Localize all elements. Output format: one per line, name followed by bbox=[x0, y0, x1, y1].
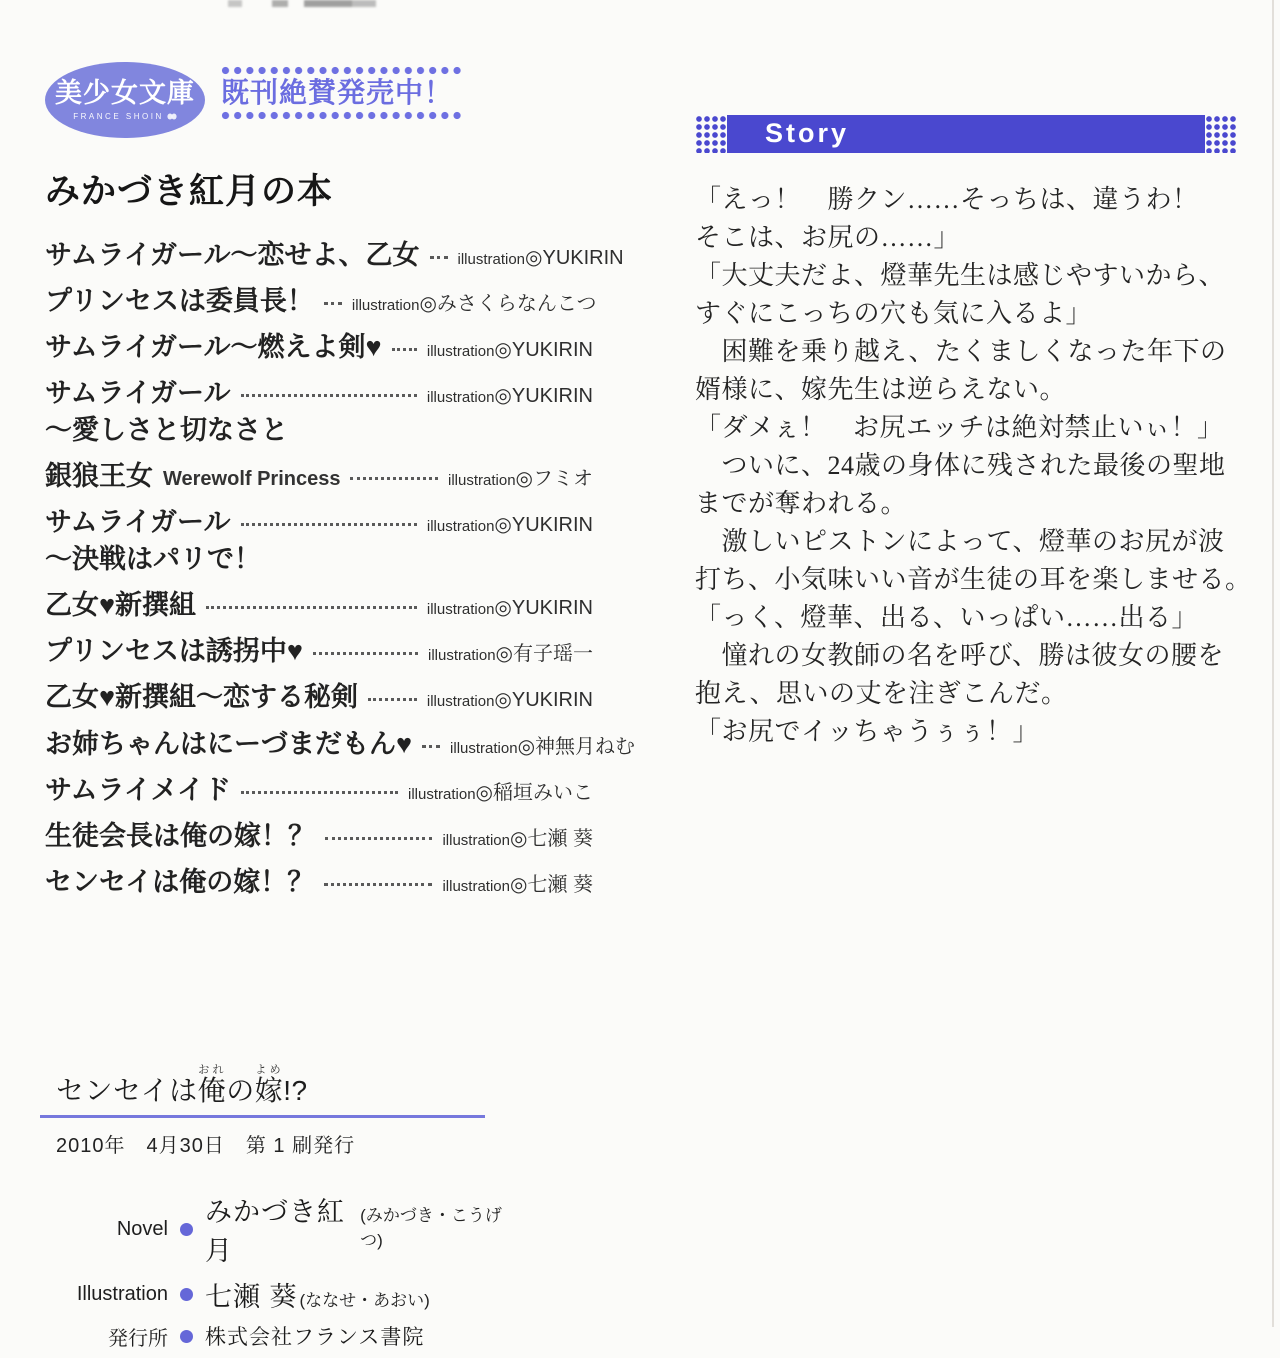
halftone-edge-right bbox=[1205, 115, 1237, 153]
story-column bbox=[695, 115, 1252, 751]
scan-artifact-page-edge bbox=[1272, 0, 1274, 1327]
book-title: サムライガール bbox=[45, 378, 231, 409]
book-list-item bbox=[45, 867, 593, 898]
promo-text: 既刊絶賛発売中！ bbox=[221, 77, 454, 108]
story-line: 抱え、思いの丈を注ぎこんだ。 bbox=[695, 679, 1068, 708]
illustrator-credit: illustration◎YUKIRIN bbox=[426, 339, 593, 362]
story-line: 「えっ！ 勝クン……そっちは、違うわ！ bbox=[695, 185, 1199, 214]
illustrator-credit: illustration◎YUKIRIN bbox=[426, 689, 593, 712]
dotted-leader bbox=[325, 837, 432, 840]
furigana: おれ bbox=[197, 1064, 227, 1076]
illustrator-credit: illustration◎七瀬 葵 bbox=[442, 827, 593, 850]
left-column bbox=[45, 62, 636, 913]
book-list-item bbox=[45, 240, 624, 271]
book-title-latin: Werewolf Princess bbox=[163, 468, 341, 491]
publisher-header bbox=[45, 62, 593, 138]
scan-artifact-top bbox=[228, 0, 428, 7]
illustrator-credit: illustration◎YUKIRIN bbox=[426, 597, 593, 620]
dotted-leader bbox=[324, 302, 342, 305]
credit-row-novel bbox=[40, 1190, 510, 1268]
credit-label: 発行所 bbox=[108, 1327, 168, 1350]
credit-label: Novel bbox=[116, 1217, 168, 1240]
book-title: プリンセスは誘拐中♥ bbox=[45, 636, 303, 667]
book-title: サムライガール〜恋せよ、乙女 bbox=[45, 240, 420, 270]
book-title-line2: 〜決戦はパリで！ bbox=[45, 544, 261, 575]
furigana: よめ bbox=[254, 1064, 284, 1076]
story-line: 困難を乗り越え、たくましくなった年下の bbox=[695, 337, 1227, 366]
book-list-item bbox=[45, 507, 593, 538]
book-title: サムライガール bbox=[45, 507, 231, 538]
book-list-item bbox=[45, 636, 593, 667]
book-title: サムライガール〜燃えよ剣♥ bbox=[45, 332, 382, 363]
illustrator-credit: illustration◎稲垣みいこ bbox=[408, 781, 593, 804]
book-title: お姉ちゃんはにーづまだもん♥ bbox=[45, 728, 413, 759]
dotted-leader bbox=[392, 348, 417, 351]
story-line: 「ダメぇ！ お尻エッチは絶対禁止いぃ！」 bbox=[695, 413, 1224, 442]
book-list bbox=[45, 240, 636, 898]
dotted-leader bbox=[313, 652, 418, 655]
promo-dots-bottom bbox=[221, 111, 465, 120]
story-line: 「っく、燈華、出る、いっぱい……出る」 bbox=[695, 603, 1198, 632]
credit-name: みかづき紅月 bbox=[205, 1197, 345, 1266]
dotted-leader bbox=[241, 394, 417, 397]
credit-name: 七瀬 葵 bbox=[205, 1282, 298, 1312]
dotted-leader bbox=[206, 606, 417, 609]
bullet-icon bbox=[180, 1223, 193, 1236]
colophon bbox=[40, 1064, 510, 1358]
book-list-item bbox=[45, 728, 636, 760]
dotted-leader bbox=[241, 791, 398, 794]
credit-label: Illustration bbox=[76, 1283, 168, 1305]
story-line: 婿様に、嫁先生は逆らえない。 bbox=[695, 375, 1067, 404]
book-title: プリンセスは委員長！ bbox=[45, 286, 314, 317]
book-title: 生徒会長は俺の嫁！？ bbox=[45, 820, 315, 851]
illustrator-credit: illustration◎七瀬 葵 bbox=[442, 873, 593, 896]
dotted-leader bbox=[241, 523, 417, 526]
promo-banner bbox=[221, 66, 465, 120]
story-line: 打ち、小気味いい音が生徒の耳を楽しませる。 bbox=[695, 565, 1252, 594]
story-line: ついに、24歳の身体に残された最後の聖地 bbox=[695, 451, 1226, 480]
story-line: そこは、お尻の……」 bbox=[695, 223, 961, 252]
credit-reading: (ななせ・あおい) bbox=[299, 1291, 430, 1310]
book-list-item bbox=[45, 461, 593, 492]
book-list-item bbox=[45, 682, 593, 713]
promo-dots-top bbox=[221, 66, 465, 75]
illustrator-credit: illustration◎有子瑶一 bbox=[428, 643, 593, 666]
dotted-leader bbox=[350, 477, 438, 480]
story-line: 激しいピストンによって、燈華のお尻が波 bbox=[695, 527, 1225, 556]
dotted-leader bbox=[430, 256, 448, 259]
publisher-logo-subtext: FRANCE SHOIN bbox=[73, 111, 164, 121]
story-line: 「大丈夫だよ、燈華先生は感じやすいから、 bbox=[695, 261, 1226, 290]
bullet-icon bbox=[180, 1288, 193, 1301]
dotted-leader bbox=[324, 883, 432, 886]
story-line: までが奪われる。 bbox=[695, 489, 908, 518]
book-title: センセイは俺の嫁！？ bbox=[45, 866, 315, 897]
colophon-book-title: センセイは俺おれの嫁よめ!? bbox=[56, 1064, 308, 1106]
illustrator-credit: illustration◎フミオ bbox=[448, 468, 593, 491]
illustrator-credit: illustration◎みさくらなんこつ bbox=[351, 293, 597, 316]
credit-reading: (みかづき・こうげつ) bbox=[360, 1206, 502, 1250]
publisher-logo bbox=[45, 62, 205, 138]
illustrator-credit: illustration◎YUKIRIN bbox=[426, 385, 593, 408]
book-title: サムライメイド bbox=[45, 774, 232, 805]
book-list-item bbox=[45, 590, 593, 621]
dotted-leader bbox=[422, 745, 440, 748]
story-heading: Story bbox=[765, 117, 850, 148]
dotted-leader bbox=[368, 698, 417, 701]
print-edition-info: 2010年 4月30日 第 1 刷発行 bbox=[56, 1135, 356, 1157]
book-title: 乙女♥新撰組 bbox=[45, 590, 197, 621]
illustrator-credit: illustration◎YUKIRIN bbox=[426, 514, 593, 537]
bullet-icon bbox=[180, 1330, 193, 1343]
divider-rule bbox=[40, 1115, 485, 1118]
book-list-item bbox=[45, 821, 593, 852]
story-line: 憧れの女教師の名を呼び、勝は彼女の腰を bbox=[695, 641, 1224, 670]
butterfly-icon bbox=[167, 113, 177, 120]
book-title-line2: 〜愛しさと切なさと bbox=[45, 415, 288, 446]
book-title: 銀狼王女 bbox=[45, 461, 153, 492]
halftone-edge-left bbox=[695, 115, 727, 153]
credit-name: 株式会社フランス書院 bbox=[205, 1326, 425, 1349]
book-list-title: みかづき紅月の本 bbox=[45, 172, 334, 211]
book-list-item bbox=[45, 332, 593, 363]
book-list-item bbox=[45, 378, 593, 409]
book-title: 乙女♥新撰組〜恋する秘剣 bbox=[45, 682, 359, 713]
publisher-logo-text: 美少女文庫 bbox=[55, 77, 195, 108]
story-line: すぐにこっちの穴も気に入るよ」 bbox=[695, 299, 1092, 328]
book-list-item bbox=[45, 286, 597, 317]
story-line: 「お尻でイッちゃうぅぅ！」 bbox=[695, 717, 1039, 746]
credit-row-illustration bbox=[40, 1275, 510, 1314]
book-list-item bbox=[45, 775, 593, 806]
credit-row-publisher bbox=[40, 1321, 510, 1351]
story-header-bar bbox=[695, 115, 1237, 153]
illustrator-credit: illustration◎神無月ねむ bbox=[450, 735, 636, 758]
illustrator-credit: illustration◎YUKIRIN bbox=[457, 247, 624, 269]
story-synopsis bbox=[695, 181, 1252, 751]
